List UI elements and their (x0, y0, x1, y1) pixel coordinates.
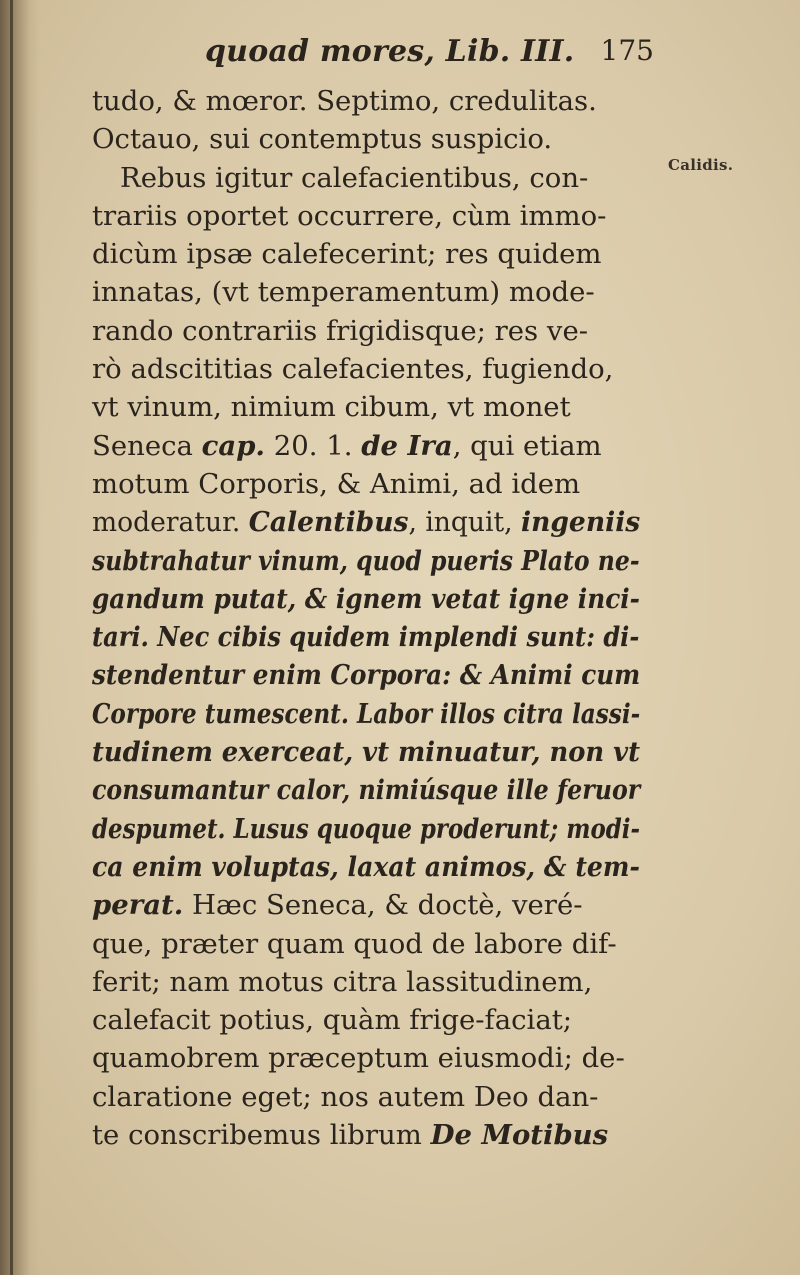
italic-segment: tari. Nec cibis quidem implendi sunt: di- (92, 621, 640, 654)
roman-segment: vt vinum, nimium cibum, vt monet (92, 391, 571, 424)
text-line (92, 580, 640, 618)
italic-segment: ca enim voluptas, laxat animos, & tem- (92, 850, 640, 883)
gutter-shadow-line (10, 0, 13, 1275)
text-line (92, 235, 640, 273)
italic-segment: De Motibus (430, 1119, 609, 1152)
roman-segment: calefacit potius, quàm frige-faciat; (92, 1004, 573, 1037)
roman-segment: rò adscititias calefacientes, fugiendo, (92, 353, 614, 386)
text-line (92, 503, 641, 541)
roman-segment: innatas, (vt temperamentum) mode- (92, 276, 595, 309)
text-line (92, 1039, 640, 1077)
italic-segment: Calentibus (248, 506, 409, 539)
roman-segment: dicùm ipsæ calefecerint; res quidem (92, 238, 602, 271)
text-line (92, 197, 640, 235)
roman-segment: Seneca (92, 429, 202, 462)
page-header (205, 28, 660, 78)
roman-segment: que, præter quam quod de labore dif- (92, 927, 617, 960)
text-line (92, 465, 640, 503)
text-line (92, 963, 640, 1001)
italic-segment: despumet. Lusus quoque proderunt; modi- (92, 812, 640, 845)
text-line (92, 388, 640, 426)
italic-segment: Corpore tumescent. Labor illos citra lassi- (92, 697, 641, 730)
text-line (92, 427, 640, 465)
roman-segment: trariis oportet occurrere, cùm immo- (92, 199, 607, 232)
text-line (92, 618, 640, 656)
text-line (92, 771, 641, 809)
italic-segment: consumantur calor, nimiúsque ille feruor (92, 774, 641, 807)
marginal-note: Calidis. (668, 156, 734, 174)
text-line (92, 82, 640, 120)
text-line (92, 886, 640, 924)
roman-segment: ferit; nam motus citra lassitudinem, (92, 965, 593, 998)
text-line (92, 120, 640, 158)
roman-segment: te conscribemus librum (92, 1119, 431, 1152)
body-text (92, 82, 640, 1154)
roman-segment: rando contrariis frigidisque; res ve- (92, 314, 589, 347)
roman-segment: moderatur. (92, 506, 249, 539)
italic-segment: stendentur enim Corpora: & Animi cum (92, 659, 641, 692)
page-number: 175 (600, 34, 654, 67)
text-line (92, 1001, 640, 1039)
text-line (92, 656, 641, 694)
text-line (92, 350, 640, 388)
roman-segment: tudo, & mœror. Septimo, credulitas. (92, 85, 597, 117)
roman-segment: , inquit, (408, 506, 522, 539)
book-gutter (0, 0, 40, 1275)
text-line (92, 925, 640, 963)
roman-segment: quamobrem præceptum eiusmodi; de- (92, 1042, 625, 1075)
text-line (92, 848, 640, 886)
text-line (92, 542, 640, 580)
italic-segment: subtrahatur vinum, quod pueris Plato ne- (92, 544, 640, 577)
roman-segment: , qui etiam (452, 429, 602, 462)
roman-segment: Octauo, sui contemptus suspicio. (92, 123, 553, 156)
text-line (92, 273, 640, 311)
roman-segment: 20. 1. (265, 429, 362, 462)
running-title: quoad mores, Lib. III. (205, 34, 575, 69)
roman-segment: Hæc Seneca, & doctè, veré- (183, 889, 583, 922)
roman-segment: claratione eget; nos autem Deo dan- (92, 1080, 599, 1113)
text-line (92, 312, 640, 350)
roman-segment: motum Corporis, & Animi, ad idem (92, 467, 581, 500)
italic-segment: perat. (92, 889, 184, 922)
text-line (92, 733, 641, 771)
italic-segment: gandum putat, & ignem vetat igne inci- (92, 582, 640, 615)
italic-segment: ingeniis (521, 506, 641, 539)
italic-segment: de Ira (361, 429, 453, 462)
text-line (92, 159, 640, 197)
italic-segment: tudinem exerceat, vt minuatur, non vt (92, 736, 641, 769)
text-line (92, 810, 640, 848)
text-line (92, 1116, 640, 1154)
italic-segment: cap. (201, 429, 266, 462)
roman-segment: Rebus igitur calefacientibus, con- (120, 161, 589, 194)
text-line (92, 1078, 640, 1116)
text-line (92, 695, 641, 733)
